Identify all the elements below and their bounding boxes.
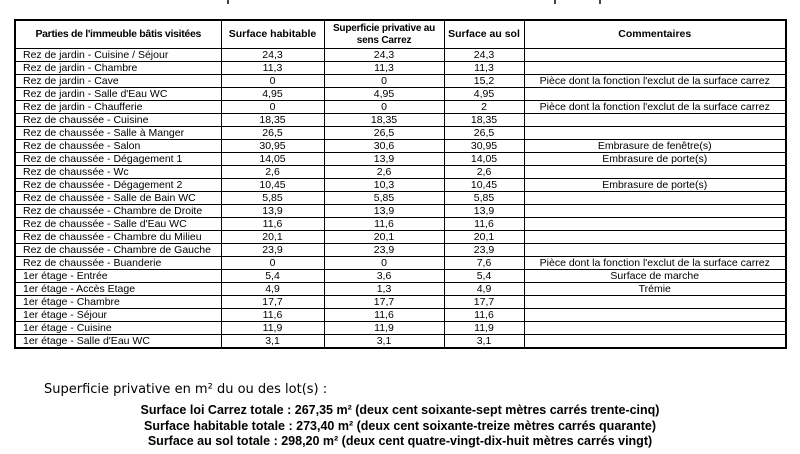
cell-partie: 1er étage - Cuisine [15,322,221,335]
cell-commentaire [524,205,786,218]
table-row [15,283,786,296]
cell-commentaire: Trémie [524,283,786,296]
table-row [15,205,786,218]
table-row [15,127,786,140]
cell-surface-au-sol: 4,95 [444,88,524,101]
cell-surface-habitable: 2,6 [221,166,324,179]
cell-surface-habitable: 3,1 [221,335,324,349]
table-row [15,49,786,62]
cell-surface-au-sol: 11,3 [444,62,524,75]
cell-surface-habitable: 11,6 [221,218,324,231]
cell-surface-au-sol: 4,9 [444,283,524,296]
cell-commentaire [524,296,786,309]
table-row [15,101,786,114]
cell-surface-au-sol: 11,6 [444,218,524,231]
cell-partie: Rez de chaussée - Dégagement 2 [15,179,221,192]
cell-partie: Rez de jardin - Cuisine / Séjour [15,49,221,62]
header-surface-au-sol: Surface au sol [444,20,524,49]
cell-partie: Rez de chaussée - Chambre de Droite [15,205,221,218]
clipped-text-remnant [554,0,556,4]
cell-surface-au-sol: 30,95 [444,140,524,153]
clipped-text-remnant [227,0,229,4]
cell-partie: 1er étage - Chambre [15,296,221,309]
table-row [15,140,786,153]
total-habitable: Surface habitable totale : 273,40 m² (deux cent soixante-treize mètres carrés quarante) [144,418,656,433]
cell-surface-habitable: 4,9 [221,283,324,296]
cell-commentaire: Embrasure de porte(s) [524,153,786,166]
table-row [15,270,786,283]
cell-commentaire: Pièce dont la fonction l'exclut de la surface carrez [524,257,786,270]
cell-surface-habitable: 26,5 [221,127,324,140]
cell-partie: Rez de chaussée - Salon [15,140,221,153]
cell-surface-au-sol: 15,2 [444,75,524,88]
cell-superficie-carrez: 24,3 [324,49,444,62]
table-row [15,231,786,244]
cell-partie: 1er étage - Salle d'Eau WC [15,335,221,349]
header-parties: Parties de l'immeuble bâtis visitées [15,20,221,49]
cell-surface-habitable: 30,95 [221,140,324,153]
cell-surface-habitable: 20,1 [221,231,324,244]
table-row [15,114,786,127]
cell-superficie-carrez: 10,3 [324,179,444,192]
table-row [15,257,786,270]
table-row [15,62,786,75]
table-row [15,88,786,101]
cell-commentaire [524,231,786,244]
cell-surface-habitable: 4,95 [221,88,324,101]
table-row [15,218,786,231]
cell-surface-au-sol: 10,45 [444,179,524,192]
cell-partie: Rez de chaussée - Salle d'Eau WC [15,218,221,231]
cell-superficie-carrez: 30,6 [324,140,444,153]
cell-superficie-carrez: 3,1 [324,335,444,349]
cell-surface-habitable: 11,9 [221,322,324,335]
cell-partie: Rez de jardin - Cave [15,75,221,88]
table-body [15,49,786,349]
cell-surface-habitable: 24,3 [221,49,324,62]
cell-commentaire [524,218,786,231]
cell-surface-habitable: 11,6 [221,309,324,322]
cell-surface-au-sol: 20,1 [444,231,524,244]
cell-surface-au-sol: 7,6 [444,257,524,270]
cell-superficie-carrez: 17,7 [324,296,444,309]
cell-surface-au-sol: 14,05 [444,153,524,166]
cell-superficie-carrez: 26,5 [324,127,444,140]
table-row [15,166,786,179]
cell-commentaire [524,309,786,322]
table-row [15,322,786,335]
clipped-text-remnant [599,0,601,4]
cell-surface-au-sol: 2,6 [444,166,524,179]
cell-commentaire: Embrasure de fenêtre(s) [524,140,786,153]
cell-superficie-carrez: 11,6 [324,309,444,322]
table-row [15,153,786,166]
cell-surface-au-sol: 24,3 [444,49,524,62]
header-superficie-carrez: Superficie privative au sens Carrez [324,20,444,49]
header-commentaires: Commentaires [524,20,786,49]
cell-superficie-carrez: 18,35 [324,114,444,127]
cell-partie: Rez de chaussée - Buanderie [15,257,221,270]
cell-partie: Rez de jardin - Salle d'Eau WC [15,88,221,101]
cell-surface-habitable: 10,45 [221,179,324,192]
cell-commentaire: Pièce dont la fonction l'exclut de la surface carrez [524,101,786,114]
table-row [15,75,786,88]
cell-superficie-carrez: 3,6 [324,270,444,283]
table-header-row [15,20,786,49]
cell-commentaire [524,114,786,127]
cell-commentaire [524,127,786,140]
cell-partie: Rez de chaussée - Chambre de Gauche [15,244,221,257]
table-row [15,179,786,192]
cell-surface-au-sol: 11,6 [444,309,524,322]
cell-superficie-carrez: 13,9 [324,205,444,218]
cell-superficie-carrez: 0 [324,101,444,114]
cell-surface-habitable: 0 [221,101,324,114]
cell-surface-au-sol: 11,9 [444,322,524,335]
cell-partie: 1er étage - Accès Etage [15,283,221,296]
cell-surface-habitable: 18,35 [221,114,324,127]
table-row [15,296,786,309]
cell-surface-habitable: 17,7 [221,296,324,309]
cell-superficie-carrez: 13,9 [324,153,444,166]
cell-surface-au-sol: 17,7 [444,296,524,309]
cell-commentaire [524,62,786,75]
cell-superficie-carrez: 5,85 [324,192,444,205]
cell-superficie-carrez: 0 [324,75,444,88]
cell-commentaire [524,166,786,179]
cell-surface-habitable: 0 [221,75,324,88]
cell-surface-au-sol: 23,9 [444,244,524,257]
cell-partie: Rez de chaussée - Salle de Bain WC [15,192,221,205]
cell-surface-au-sol: 3,1 [444,335,524,349]
surface-measurements-table [14,19,787,349]
total-au-sol: Surface au sol totale : 298,20 m² (deux cent quatre-vingt-dix-huit mètres carrés vingt) [147,434,653,448]
cell-superficie-carrez: 11,9 [324,322,444,335]
table-row [15,335,786,349]
cell-surface-au-sol: 5,85 [444,192,524,205]
cell-partie: Rez de jardin - Chambre [15,62,221,75]
cell-surface-habitable: 11,3 [221,62,324,75]
cell-surface-au-sol: 5,4 [444,270,524,283]
cell-superficie-carrez: 0 [324,257,444,270]
superficie-privative-label: Superficie privative en m² du ou des lot(s) : [44,382,328,397]
cell-surface-habitable: 23,9 [221,244,324,257]
totals-block [0,403,800,450]
cell-surface-au-sol: 13,9 [444,205,524,218]
cell-superficie-carrez: 11,3 [324,62,444,75]
cell-commentaire: Surface de marche [524,270,786,283]
cell-commentaire [524,335,786,349]
cell-partie: Rez de chaussée - Chambre du Milieu [15,231,221,244]
cell-partie: 1er étage - Séjour [15,309,221,322]
total-loi-carrez: Surface loi Carrez totale : 267,35 m² (deux cent soixante-sept mètres carrés trente-cinq) [140,403,660,417]
cell-commentaire [524,192,786,205]
cell-superficie-carrez: 4,95 [324,88,444,101]
cell-surface-habitable: 13,9 [221,205,324,218]
cell-commentaire: Pièce dont la fonction l'exclut de la surface carrez [524,75,786,88]
cell-commentaire [524,244,786,257]
cell-superficie-carrez: 20,1 [324,231,444,244]
cell-commentaire [524,322,786,335]
cell-superficie-carrez: 1,3 [324,283,444,296]
cell-surface-habitable: 5,85 [221,192,324,205]
cell-superficie-carrez: 2,6 [324,166,444,179]
table-row [15,244,786,257]
cell-surface-habitable: 14,05 [221,153,324,166]
cell-partie: 1er étage - Entrée [15,270,221,283]
cell-partie: Rez de chaussée - Wc [15,166,221,179]
cell-partie: Rez de jardin - Chaufferie [15,101,221,114]
cell-surface-habitable: 0 [221,257,324,270]
cell-surface-au-sol: 2 [444,101,524,114]
cell-partie: Rez de chaussée - Cuisine [15,114,221,127]
header-surface-habitable: Surface habitable [221,20,324,49]
table-header [15,20,786,49]
cell-partie: Rez de chaussée - Dégagement 1 [15,153,221,166]
cell-commentaire [524,88,786,101]
cell-surface-au-sol: 26,5 [444,127,524,140]
cell-commentaire [524,49,786,62]
cell-surface-habitable: 5,4 [221,270,324,283]
cell-partie: Rez de chaussée - Salle à Manger [15,127,221,140]
cell-superficie-carrez: 11,6 [324,218,444,231]
table-row [15,309,786,322]
cell-surface-au-sol: 18,35 [444,114,524,127]
cell-superficie-carrez: 23,9 [324,244,444,257]
cell-commentaire: Embrasure de porte(s) [524,179,786,192]
table-row [15,192,786,205]
